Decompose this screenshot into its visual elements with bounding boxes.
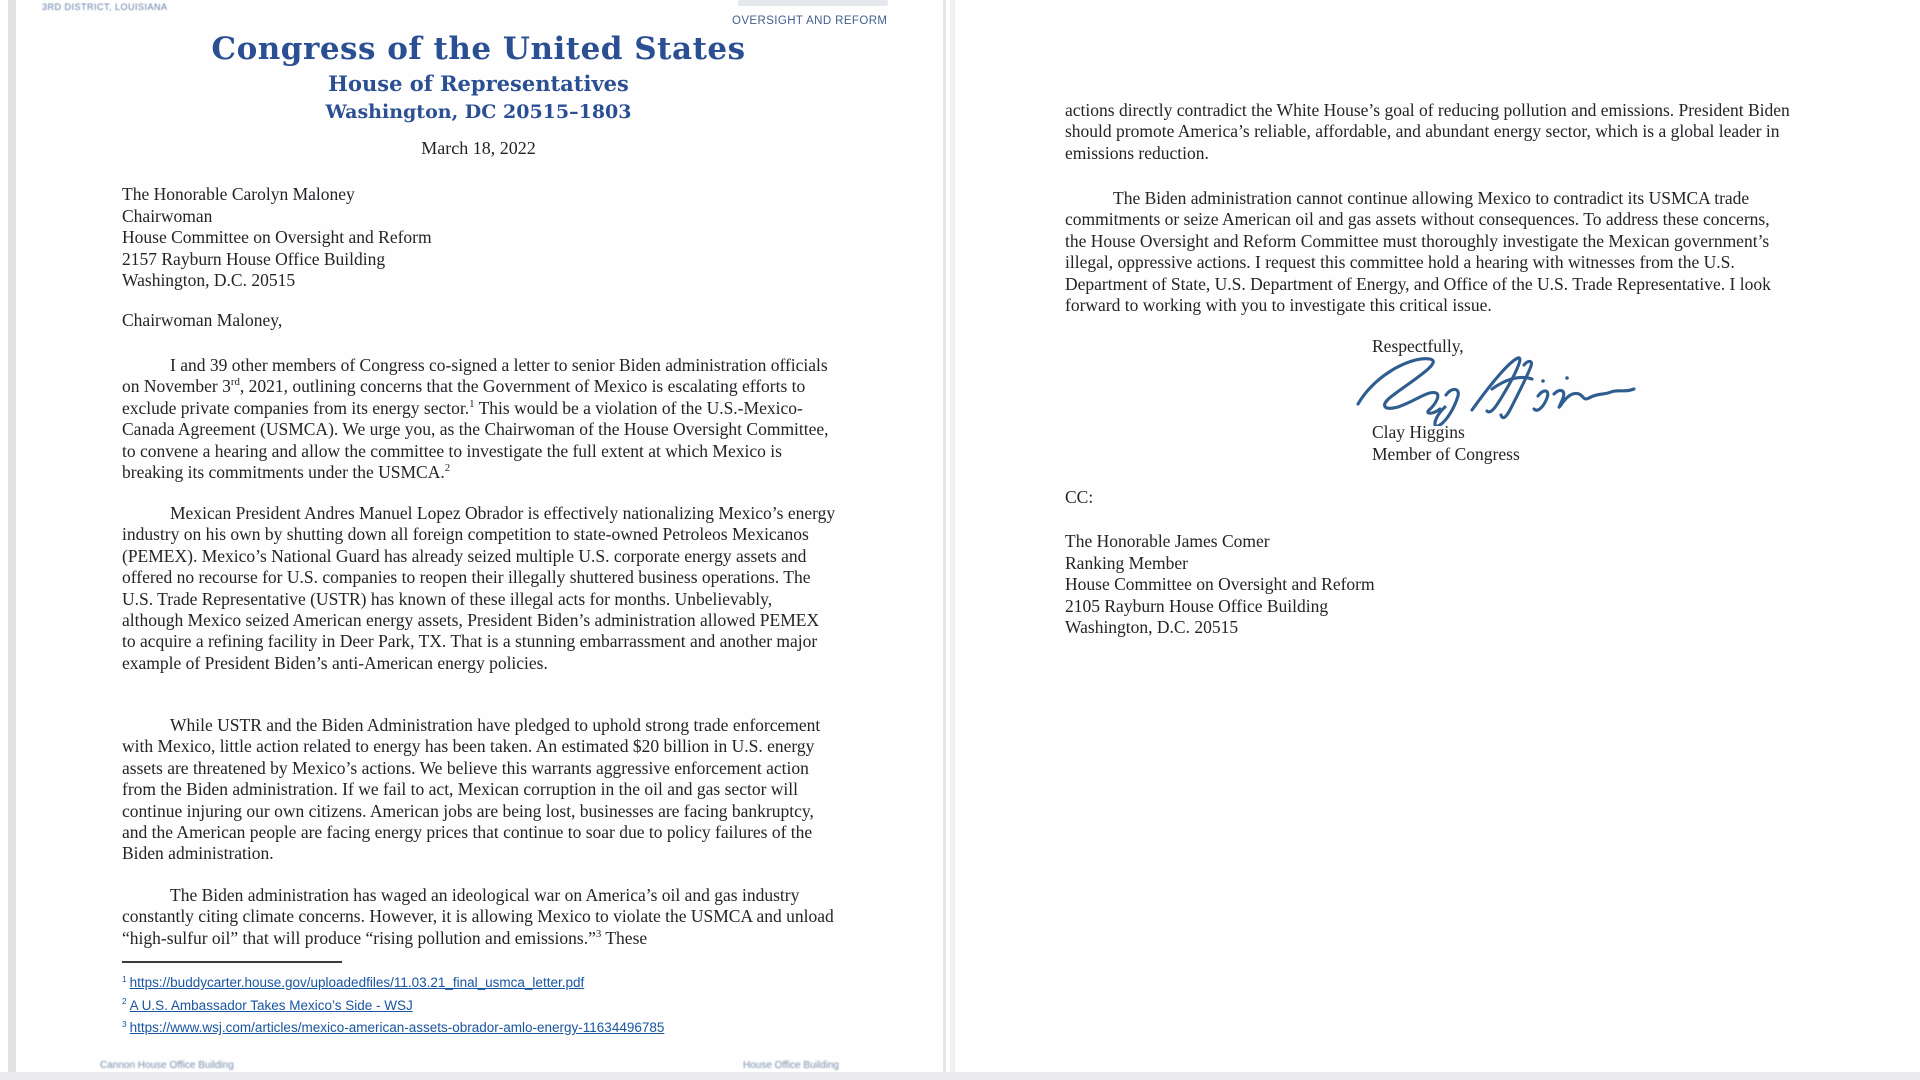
committee-caption: OVERSIGHT AND REFORM (732, 15, 888, 27)
page-bottom-edge-shadow (0, 1072, 1920, 1080)
footer-fragment-right: House Office Building (743, 1060, 839, 1071)
letterhead-congress: Congress of the United States (211, 31, 746, 67)
footnote-3-link[interactable]: https://www.wsj.com/articles/mexico-american-assets-obrador-amlo-energy-11634496785 (129, 1020, 665, 1035)
footnote-1-link[interactable]: https://buddycarter.house.gov/uploadedfiles/11.03.21_final_usmca_letter.pdf (129, 975, 585, 990)
paragraph-1: I and 39 other members of Congress co-signed a letter to senior Biden administration officials on November 3rd, 2021, outlining concerns that the Government of Mexico is escalating efforts to exclude private companies from its energy sector.$^1$ This would be a violation of the U.S.-Mexico-Canada Agreement (USMCA). We urge you, as the Chairwoman of the House Oversight Committee, to convene a hearing and allow the committee to investigate the full extent at which Mexico is breaking its commitments under the USMCA.$^2$ (122, 355, 829, 483)
salutation: Chairwoman Maloney, (122, 310, 283, 330)
footer-fragment-left: Cannon House Office Building (100, 1060, 234, 1071)
cc-committee: House Committee on Oversight and Reform (1065, 574, 1375, 594)
paragraph-4: The Biden administration has waged an ideological war on America’s oil and gas industry constantly citing climate concerns. However, it is allowing Mexico to violate the USMCA and unload “high-sulfur oil” that will produce “rising pollution and emissions.”$^3$ These (122, 885, 834, 948)
footnotes (122, 972, 836, 1040)
recipient-city: Washington, D.C. 20515 (122, 270, 296, 290)
recipient-name: The Honorable Carolyn Maloney (122, 184, 355, 204)
letterhead-chamber: House of Representatives (328, 71, 629, 96)
signer-title: Member of Congress (1372, 443, 1520, 464)
page-separator-line-2 (950, 0, 955, 1080)
cc-address (1065, 531, 1375, 639)
page-separator-line (943, 0, 946, 1080)
footnote-2-number: 2 (122, 996, 127, 1006)
footnote-2-link[interactable]: A U.S. Ambassador Takes Mexico’s Side - WSJ (129, 997, 413, 1013)
letterhead (122, 32, 835, 124)
page-left-edge-shadow (8, 0, 16, 1080)
paragraph-5-continuation: actions directly contradict the White House’s goal of reducing pollution and emissions. President Biden should promote America’s reliable, affordable, and abundant energy sector, which is a global leader in emissions reduction. (1065, 100, 1790, 163)
footnote-1 (122, 972, 836, 995)
recipient-address (122, 184, 835, 292)
cc-label: CC: (1065, 487, 1094, 507)
letter-date: March 18, 2022 (421, 138, 536, 158)
paragraph-2: Mexican President Andres Manuel Lopez Obrador is effectively nationalizing Mexico’s energy industry on his own by shutting down all foreign competition to state-owned Petroleos Mexicanos (PEMEX). Mexico’s National Guard has already seized multiple U.S. corporate energy assets and offered no recourse for U.S. companies to reopen their illegally shuttered business operations. The U.S. Trade Representative (USTR) has known of these illegal acts for months. Unbelievably, although Mexico seized American energy assets, President Biden’s administration allowed PEMEX to acquire a refining facility in Deer Park, TX. That is a stunning embarrassment and another major example of President Biden’s anti-American energy policies. (122, 503, 836, 673)
letterhead-city: Washington, DC 20515–1803 (325, 101, 632, 123)
footnote-3-number: 3 (122, 1018, 127, 1029)
committee-caption-cutoff (738, 0, 888, 6)
cc-street: 2105 Rayburn House Office Building (1065, 595, 1329, 616)
cc-city: Washington, D.C. 20515 (1065, 617, 1239, 637)
footnote-2 (122, 995, 836, 1018)
recipient-title: Chairwoman (122, 205, 213, 226)
district-caption-fragment: 3RD DISTRICT, LOUISIANA (42, 2, 168, 12)
footnote-3 (122, 1017, 836, 1040)
signature-block (1372, 422, 1520, 465)
recipient-street: 2157 Rayburn House Office Building (122, 248, 386, 269)
signature-ink-svg (1352, 348, 1642, 426)
paragraph-6: The Biden administration cannot continue allowing Mexico to contradict its USMCA trade commitments or seize American oil and gas assets without consequences. To address these concerns, the House Oversight and Reform Committee must thoroughly investigate the Mexican government’s illegal, oppressive actions. I request this committee hold a hearing with witnesses from the U.S. Department of State, U.S. Department of Energy, and Office of the U.S. Trade Representative. I look forward to working with you to investigate this critical issue. (1065, 188, 1771, 316)
recipient-committee: House Committee on Oversight and Reform (122, 227, 432, 247)
footnote-1-number: 1 (122, 973, 127, 984)
closing-line: Respectfully, (1372, 336, 1464, 356)
signature-image (1352, 348, 1642, 431)
paragraph-3: While USTR and the Biden Administration have pledged to uphold strong trade enforcement with Mexico, little action related to energy has been taken. An estimated $20 billion in U.S. energy assets are threatened by Mexico’s actions. We believe this warrants aggressive enforcement action from the Biden administration. If we fail to act, Mexican corruption in the oil and gas sector will continue injuring our own citizens. American jobs are being lost, businesses are facing bankruptcy, and the American people are facing energy prices that continue to soar due to policy failures of the Biden administration. (122, 715, 821, 864)
cc-name: The Honorable James Comer (1065, 531, 1270, 551)
signer-name: Clay Higgins (1372, 422, 1465, 442)
footnote-separator-rule (122, 961, 342, 963)
cc-title: Ranking Member (1065, 552, 1188, 573)
